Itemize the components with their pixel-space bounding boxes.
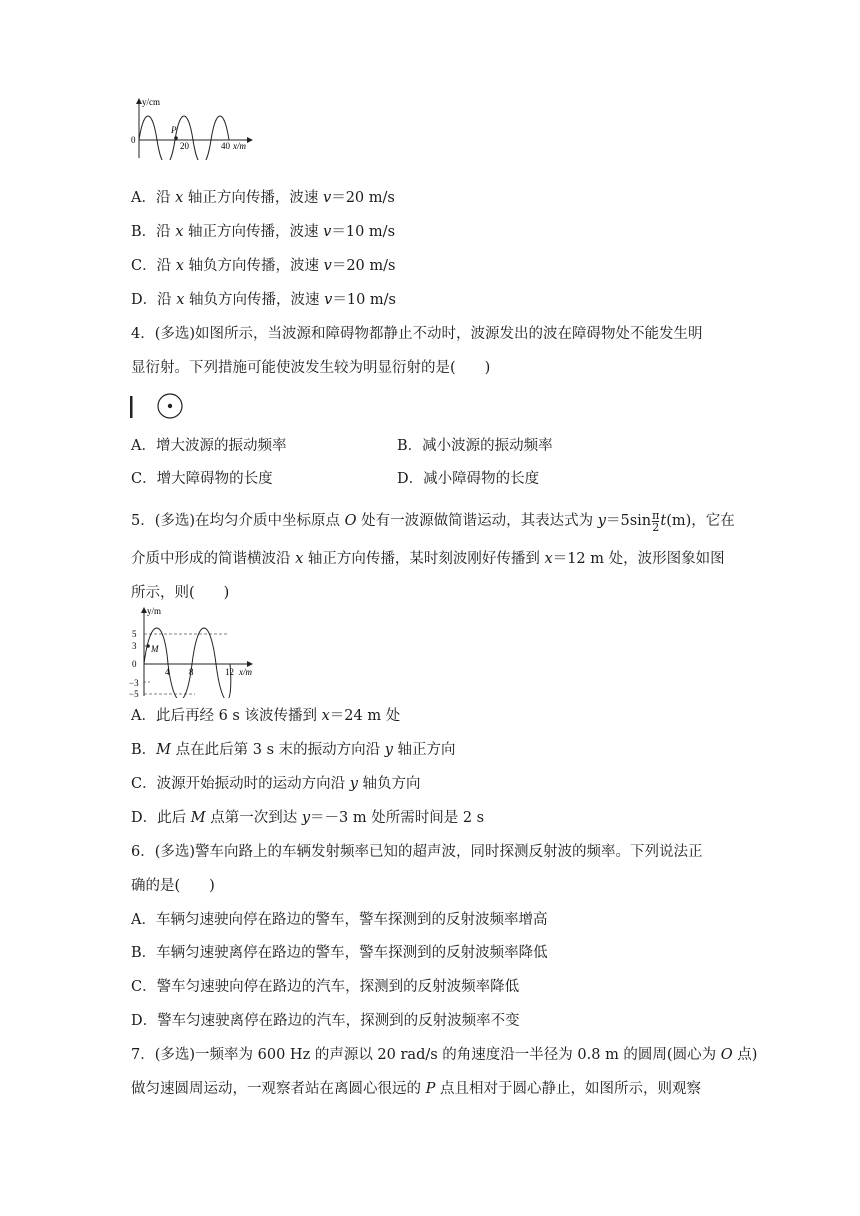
tick-x-4: 4 [165,667,170,677]
q7-stem-line2: 做匀速圆周运动，一观察者站在离圆心很远的 P 点且相对于圆心静止，如图所示，则观察 [131,1081,701,1097]
q6-stem-line2: 确的是( ) [131,878,215,894]
x-axis-label: x/m [233,141,246,151]
option-letter: D． [131,292,158,308]
q6-option-d[interactable]: D．警车匀速驶离停在路边的汽车，探测到的反射波频率不变 [131,1013,520,1029]
wave-figure-2 [128,606,260,698]
y-axis-label: y/m [147,606,162,616]
origin-label: 0 [131,135,136,145]
tick-y-m3: −3 [129,678,139,688]
q4-stem-line2: 显衍射。下列措施可能使波发生较为明显衍射的是( ) [131,360,491,376]
pi-over-2-fraction: $\frac{\pi}{2}$ [652,509,660,534]
tick-x-12: 12 [225,667,234,677]
q6-stem-line1: 6．(多选)警车向路上的车辆发射频率已知的超声波，同时探测反射波的频率。下列说法正 [131,844,703,860]
q5-option-c[interactable]: C．波源开始振动时的运动方向沿 y 轴负方向 [131,776,421,792]
q7-stem-line1: 7．(多选)一频率为 600 Hz 的声源以 20 rad/s 的角速度沿一半径为 0.8 m 的圆周(圆心为 O 点) [131,1047,758,1063]
obstacle-bar [130,396,133,418]
tick-x-8: 8 [189,667,194,677]
q4-option-c[interactable]: C．增大障碍物的长度 [131,471,273,487]
q5-option-d[interactable]: D．此后 M 点第一次到达 y＝－3 m 处所需时间是 2 s [131,810,485,826]
q5-option-b[interactable]: B．M 点在此后第 3 s 末的振动方向沿 y 轴正方向 [131,742,456,758]
wave-figure-1 [128,96,258,160]
q5-option-a[interactable]: A．此后再经 6 s 该波传播到 x＝24 m 处 [131,708,401,724]
q4-option-d[interactable]: D．减小障碍物的长度 [397,471,540,487]
point-m-marker [146,644,150,648]
tick-y-0: 0 [132,659,137,669]
q6-option-b[interactable]: B．车辆匀速驶离停在路边的警车，警车探测到的反射波频率降低 [131,945,548,961]
q3-option-c[interactable]: C．沿 x 轴负方向传播，波速 v＝20 m/s [131,258,396,274]
tick-y-m5: −5 [129,689,139,698]
point-m-label: M [151,644,159,654]
wave-source-dot [168,404,172,408]
q6-option-a[interactable]: A．车辆匀速驶向停在路边的警车，警车探测到的反射波频率增高 [131,912,548,928]
q3-option-b[interactable]: B．沿 x 轴正方向传播，波速 v＝10 m/s [131,224,396,240]
option-letter: B． [131,224,157,240]
tick-y-3: 3 [132,641,137,651]
q6-option-c[interactable]: C．警车匀速驶向停在路边的汽车，探测到的反射波频率降低 [131,979,520,995]
y-axis-label: y/cm [142,97,160,107]
obstacle-source-figure [128,392,192,426]
point-p-label: P [171,125,177,135]
q5-stem-line1: 5．(多选)在均匀介质中坐标原点 O 处有一波源做简谐运动，其表达式为 y＝5sin $\frac{\pi}{2}$ t(m)，它在 [131,509,735,534]
tick-20-label: 20 [180,141,189,151]
tick-y-5: 5 [132,629,137,639]
x-axis-label: x/m [239,667,252,677]
q4-option-a[interactable]: A．增大波源的振动频率 [131,438,287,454]
option-letter: A． [131,190,156,206]
q5-stem-line3: 所示，则( ) [131,585,230,601]
wave-curve [139,116,229,160]
wave-curve [144,628,231,698]
q4-option-b[interactable]: B．减小波源的振动频率 [397,438,553,454]
q5-stem-line2: 介质中形成的简谐横波沿 x 轴正方向传播，某时刻波刚好传播到 x＝12 m 处，波形图象如图 [131,551,725,567]
point-p-marker [174,136,178,140]
q4-stem-line1: 4．(多选)如图所示，当波源和障碍物都静止不动时，波源发出的波在障碍物处不能发生明 [131,326,703,342]
tick-40-label: 40 [221,141,230,151]
option-letter: C． [131,258,157,274]
q3-option-d[interactable]: D．沿 x 轴负方向传播，波速 v＝10 m/s [131,292,396,308]
q3-option-a[interactable]: A．沿 x 轴正方向传播，波速 v＝20 m/s [131,190,395,206]
